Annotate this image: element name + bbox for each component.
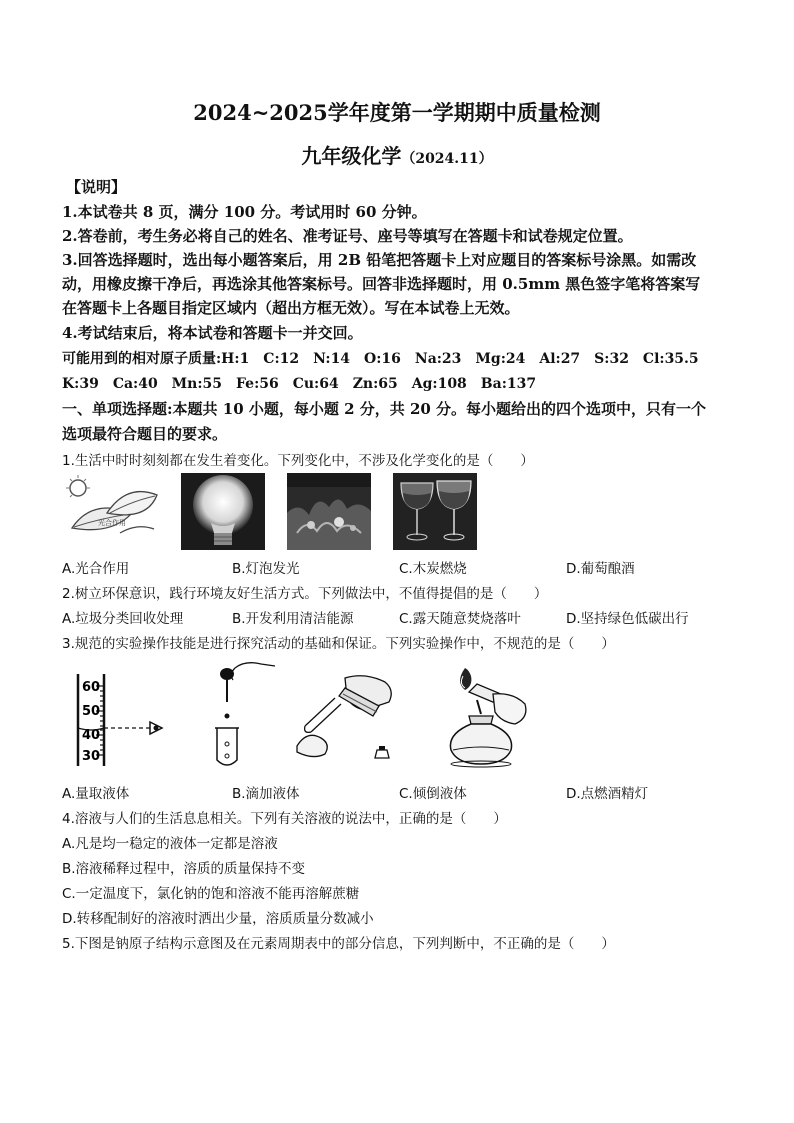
q4-option-a: A.凡是均一稳定的液体一定都是溶液	[62, 836, 278, 852]
section-1-heading-line-1: 一、单项选择题:本题共 10 小题，每小题 2 分，共 20 分。每小题给出的四个选项中，只有一个	[62, 400, 707, 418]
photosynthesis-label: 光合作用	[98, 519, 126, 527]
q4-option-b: B.溶液稀释过程中，溶质的质量保持不变	[62, 861, 306, 877]
wine-glasses-image	[393, 473, 477, 550]
q1-option-a: A.光合作用	[62, 561, 130, 577]
alcohol-lamp-diagram	[435, 664, 535, 770]
photosynthesis-image	[62, 473, 162, 550]
cylinder-tick-40: 40	[82, 728, 101, 743]
exam-date: （2024.11）	[401, 151, 493, 167]
q4-option-d: D.转移配制好的溶液时洒出少量，溶质质量分数减小	[62, 911, 374, 927]
instruction-4: 4.考试结束后，将本试卷和答题卡一并交回。	[62, 324, 363, 342]
light-bulb-image	[181, 473, 265, 550]
exam-title: 2024~2025学年度第一学期期中质量检测	[193, 100, 601, 125]
q3-option-c: C.倾倒液体	[399, 786, 467, 802]
q2-option-d: D.坚持绿色低碳出行	[566, 611, 689, 627]
q4-option-c: C.一定温度下，氯化钠的饱和溶液不能再溶解蔗糖	[62, 886, 360, 902]
q2-option-c: C.露天随意焚烧落叶	[399, 611, 521, 627]
dropper-test-tube-diagram	[205, 660, 280, 770]
exam-subtitle	[0, 140, 794, 169]
instruction-1: 1.本试卷共 8 页，满分 100 分。考试用时 60 分钟。	[62, 203, 427, 221]
q1-option-c: C.木炭燃烧	[399, 561, 467, 577]
subject-title: 九年级化学	[301, 144, 402, 168]
q2-option-b: B.开发利用清洁能源	[232, 611, 354, 627]
instruction-2: 2.答卷前，考生务必将自己的姓名、准考证号、座号等填写在答题卡和试卷规定位置。	[62, 227, 633, 245]
cylinder-tick-60: 60	[82, 680, 101, 695]
q5-stem: 5.下图是钠原子结构示意图及在元素周期表中的部分信息，下列判断中，不正确的是（ ）	[62, 936, 615, 952]
q1-stem: 1.生活中时时刻刻都在发生着变化。下列变化中，不涉及化学变化的是（ ）	[62, 453, 534, 469]
cylinder-tick-30: 30	[82, 749, 101, 764]
q4-stem: 4.溶液与人们的生活息息相关。下列有关溶液的说法中，正确的是（ ）	[62, 811, 507, 827]
q3-option-b: B.滴加液体	[232, 786, 300, 802]
instructions-heading: 【说明】	[66, 178, 127, 196]
section-1-heading-line-2: 选项最符合题目的要求。	[62, 425, 228, 443]
q1-option-b: B.灯泡发光	[232, 561, 300, 577]
atomic-masses-line-2: K:39 Ca:40 Mn:55 Fe:56 Cu:64 Zn:65 Ag:108 Ba:137	[62, 376, 537, 392]
instruction-3-line-1: 3.回答选择题时，选出每小题答案后，用 2B 铅笔把答题卡上对应题目的答案标号涂黑。如需改	[62, 251, 697, 269]
charcoal-burning-image	[287, 473, 371, 550]
cylinder-tick-50: 50	[82, 704, 101, 719]
instruction-3-line-2: 动，用橡皮擦干净后，再选涂其他答案标号。回答非选择题时，用 0.5mm 黑色签字笔将答案写	[62, 275, 701, 293]
q2-option-a: A.垃圾分类回收处理	[62, 611, 184, 627]
q1-option-d: D.葡萄酿酒	[566, 561, 635, 577]
q2-stem: 2.树立环保意识，践行环境友好生活方式。下列做法中，不值得提倡的是（ ）	[62, 586, 548, 602]
q3-option-a: A.量取液体	[62, 786, 130, 802]
graduated-cylinder-diagram	[70, 668, 180, 768]
q3-option-d: D.点燃酒精灯	[566, 786, 649, 802]
q3-stem: 3.规范的实验操作技能是进行探究活动的基础和保证。下列实验操作中，不规范的是（ ）	[62, 636, 615, 652]
instruction-3-line-3: 在答题卡上各题目指定区域内（超出方框无效）。写在本试卷上无效。	[62, 299, 520, 317]
pouring-liquid-diagram	[295, 668, 405, 768]
atomic-masses-line-1: 可能用到的相对原子质量:H:1 C:12 N:14 O:16 Na:23 Mg:24 Al:27 S:32 Cl:35.5	[62, 351, 699, 367]
